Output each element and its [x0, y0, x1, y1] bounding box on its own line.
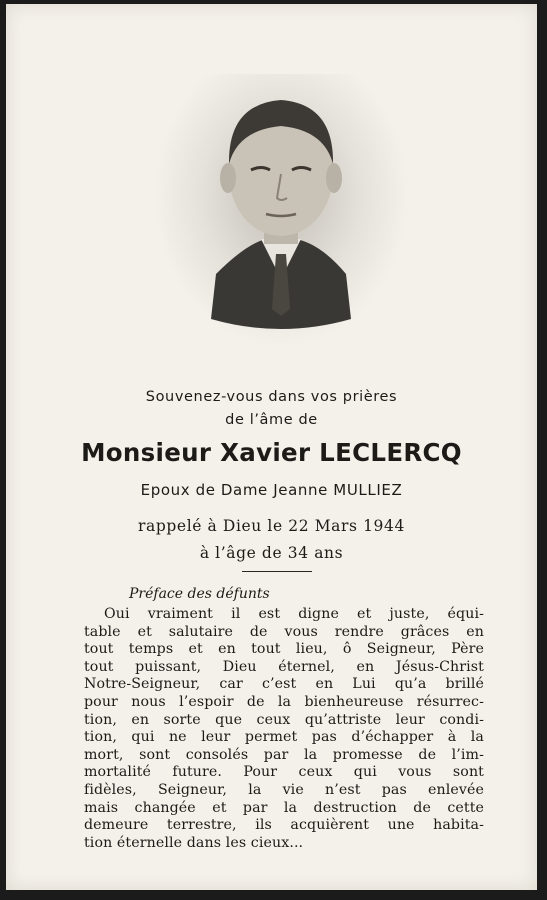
- portrait-figure: [156, 74, 406, 344]
- prayer-line: tout temps et en tout lieu, ô Seigneur, Père: [84, 641, 484, 658]
- death-details: [6, 513, 537, 567]
- remember-line-1: Souvenez-vous dans vos prières: [145, 389, 398, 405]
- portrait-photo: [156, 74, 406, 344]
- spouse-line: Epoux de Dame Jeanne MULLIEZ: [140, 481, 403, 499]
- prayer-line: mortalité future. Pour ceux qui vous sont: [84, 764, 484, 781]
- prayer-line: mort, sont consolés par la promesse de l’im-: [84, 746, 484, 763]
- divider-rule: [242, 571, 312, 572]
- age-line: à l’âge de 34 ans: [199, 544, 344, 562]
- remember-prayer-heading: [6, 386, 537, 432]
- prayer-line: mais changée et par la destruction de cette: [84, 799, 484, 816]
- prayer-line: Oui vraiment il est digne et juste, équi-: [104, 606, 484, 622]
- remember-line-2: de l’âme de: [225, 412, 318, 428]
- prayer-line: fidèles, Seigneur, la vie n’est pas enlevée: [84, 781, 484, 798]
- prayer-line: tion, en sorte que ceux qu’attriste leur condi-: [84, 711, 484, 728]
- death-date-line: rappelé à Dieu le 22 Mars 1944: [138, 517, 405, 535]
- prayer-line: demeure terrestre, ils acquièrent une habita-: [84, 817, 484, 834]
- prayer-line: tion, qui ne leur permet pas d’échapper à la: [84, 729, 484, 746]
- prayer-line: pour nous l’espoir de la bienheureuse résurrec-: [84, 693, 484, 710]
- prayer-line: Notre-Seigneur, car c’est en Lui qu’a brillé: [84, 676, 484, 693]
- memorial-card: [6, 4, 537, 890]
- prayer-text: [84, 606, 484, 852]
- prayer-line: tout puissant, Dieu éternel, en Jésus-Christ: [84, 658, 484, 675]
- prayer-line: tion éternelle dans les cieux...: [84, 834, 304, 851]
- prayer-line: table et salutaire de vous rendre grâces en: [84, 623, 484, 640]
- deceased-name: Monsieur Xavier LECLERCQ: [81, 438, 462, 467]
- preface-title: Préface des défunts: [129, 586, 270, 602]
